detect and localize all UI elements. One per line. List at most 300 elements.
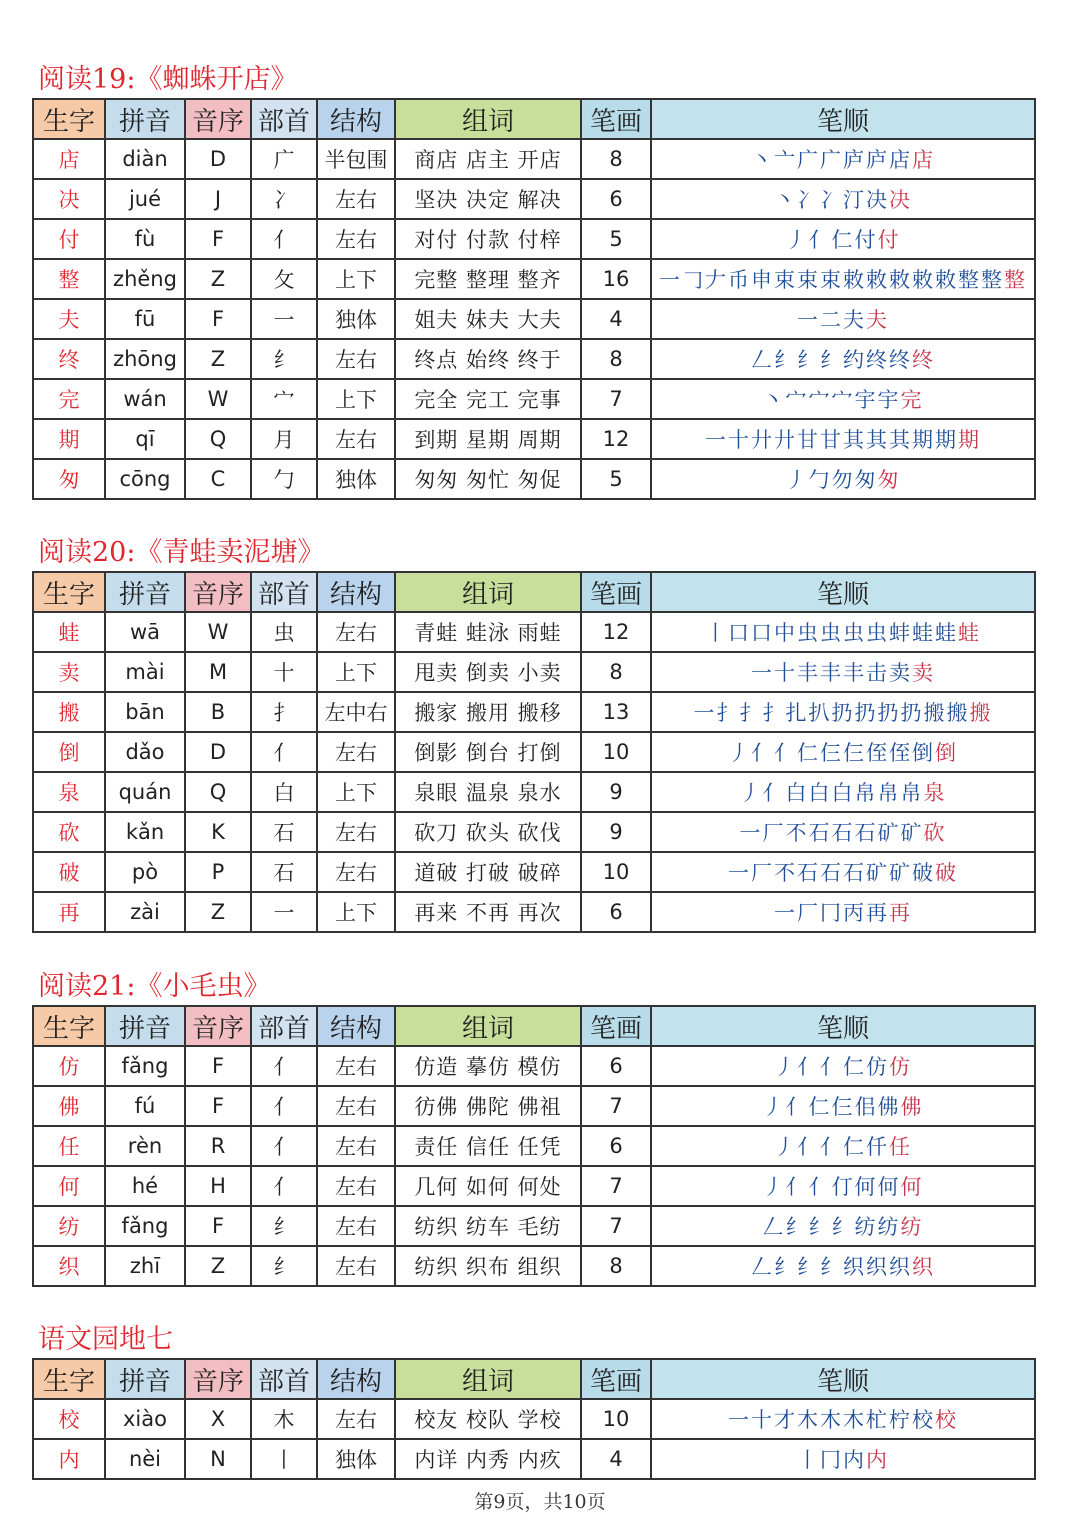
stroke-step: 亻	[808, 228, 832, 252]
stroke-step: 庐	[843, 148, 866, 172]
stroke-step: 丿	[739, 781, 763, 805]
cell-stroke-count: 5	[581, 459, 651, 499]
cell-pinyin: zhī	[105, 1246, 185, 1286]
cell-structure: 上下	[317, 259, 395, 299]
cell-radical: 宀	[251, 379, 317, 419]
cell-stroke-count: 4	[581, 1439, 651, 1479]
cell-structure: 上下	[317, 379, 395, 419]
cell-order: R	[185, 1126, 251, 1166]
cell-stroke-count: 6	[581, 1126, 651, 1166]
stroke-step: 十	[751, 1408, 774, 1432]
stroke-step: 仁	[843, 1135, 866, 1159]
table-row	[33, 179, 1035, 219]
stroke-step: 木	[843, 1408, 866, 1432]
cell-stroke-count: 7	[581, 1206, 651, 1246]
stroke-step: 𠃋	[762, 1215, 786, 1239]
cell-stroke-count: 8	[581, 339, 651, 379]
cell-structure: 左右	[317, 179, 395, 219]
header-stroke-count: 笔画	[581, 572, 651, 612]
header-pinyin: 拼音	[105, 572, 185, 612]
stroke-step: 亻	[808, 1175, 832, 1199]
stroke-step: 何	[877, 1175, 901, 1199]
stroke-step: 破	[935, 861, 958, 885]
stroke-step: 内	[843, 1448, 866, 1472]
cell-words: 匆匆 匆忙 匆促	[395, 459, 581, 499]
stroke-step: 丰	[820, 661, 843, 685]
cell-order: N	[185, 1439, 251, 1479]
cell-radical: 扌	[251, 692, 317, 732]
cell-stroke-count: 6	[581, 1046, 651, 1086]
cell-radical: 石	[251, 852, 317, 892]
stroke-sequence	[763, 1211, 924, 1241]
stroke-step: 纟	[808, 1215, 832, 1239]
cell-char: 织	[33, 1246, 105, 1286]
cell-char: 再	[33, 892, 105, 932]
stroke-step: 丶	[762, 388, 786, 412]
table-row	[33, 652, 1035, 692]
stroke-step: 石	[843, 861, 866, 885]
stroke-step: 纟	[820, 1255, 843, 1279]
cell-stroke-count: 16	[581, 259, 651, 299]
stroke-step: 仿	[866, 1055, 889, 1079]
table-row	[33, 419, 1035, 459]
stroke-step: 一	[705, 428, 728, 452]
stroke-sequence	[751, 1251, 935, 1281]
stroke-step: 仁	[831, 228, 855, 252]
stroke-step: 佛	[900, 1095, 924, 1119]
stroke-step: 纟	[831, 1215, 855, 1239]
cell-pinyin: mài	[105, 652, 185, 692]
stroke-step: 帛	[854, 781, 878, 805]
cell-radical: 纟	[251, 339, 317, 379]
stroke-step: 校	[912, 1408, 935, 1432]
header-words: 组词	[395, 1359, 581, 1399]
stroke-step: 一	[751, 661, 774, 685]
stroke-step: 一	[774, 901, 797, 925]
header-radical: 部首	[251, 1006, 317, 1046]
cell-pinyin: jué	[105, 179, 185, 219]
cell-char: 泉	[33, 772, 105, 812]
cell-stroke-order	[651, 692, 1035, 732]
cell-stroke-count: 6	[581, 892, 651, 932]
stroke-step: 再	[866, 901, 889, 925]
cell-structure: 左右	[317, 1126, 395, 1166]
cell-order: Q	[185, 419, 251, 459]
stroke-step: 扔	[831, 701, 855, 725]
header-stroke-order: 笔顺	[651, 99, 1035, 139]
cell-words: 甩卖 倒卖 小卖	[395, 652, 581, 692]
cell-order: F	[185, 219, 251, 259]
stroke-step: 搬	[946, 701, 970, 725]
section-title: 阅读19:《蜘蛛开店》	[38, 64, 298, 95]
cell-structure: 上下	[317, 892, 395, 932]
header-radical: 部首	[251, 1359, 317, 1399]
table-row	[33, 139, 1035, 179]
cell-words: 完整 整理 整齐	[395, 259, 581, 299]
header-order: 音序	[185, 1359, 251, 1399]
cell-stroke-order	[651, 732, 1035, 772]
section-reading-20	[32, 535, 1036, 933]
header-pinyin: 拼音	[105, 99, 185, 139]
header-stroke-order: 笔顺	[651, 572, 1035, 612]
stroke-step: 丶	[751, 148, 774, 172]
cell-stroke-count: 12	[581, 419, 651, 459]
cell-stroke-count: 4	[581, 299, 651, 339]
stroke-step: 口	[751, 621, 774, 645]
stroke-sequence	[751, 344, 935, 374]
header-stroke-order: 笔顺	[651, 1006, 1035, 1046]
stroke-step: 丿	[762, 1095, 786, 1119]
cell-radical: 纟	[251, 1246, 317, 1286]
stroke-step: 石	[854, 821, 878, 845]
stroke-step: 匆	[854, 468, 878, 492]
cell-pinyin: fǎng	[105, 1206, 185, 1246]
stroke-sequence	[797, 1444, 889, 1474]
cell-stroke-order	[651, 1046, 1035, 1086]
cell-order: F	[185, 1206, 251, 1246]
stroke-step: 扔	[877, 701, 901, 725]
cell-char: 何	[33, 1166, 105, 1206]
cell-structure: 左右	[317, 1246, 395, 1286]
stroke-step: 整	[981, 268, 1004, 292]
cell-structure: 左右	[317, 852, 395, 892]
cell-stroke-count: 5	[581, 219, 651, 259]
table-row	[33, 1206, 1035, 1246]
stroke-sequence	[774, 184, 912, 214]
stroke-step: 丿	[728, 741, 751, 765]
stroke-step: 再	[889, 901, 912, 925]
cell-order: C	[185, 459, 251, 499]
cell-stroke-order	[651, 772, 1035, 812]
stroke-step: 纟	[820, 348, 843, 372]
stroke-step: 矿	[889, 861, 912, 885]
cell-words: 几何 如何 何处	[395, 1166, 581, 1206]
stroke-step: 丿	[785, 468, 809, 492]
character-table	[32, 1358, 1036, 1480]
cell-pinyin: zhěng	[105, 259, 185, 299]
stroke-step: 申	[751, 268, 774, 292]
stroke-step: 矿	[877, 821, 901, 845]
cell-structure: 左右	[317, 732, 395, 772]
stroke-step: 付	[854, 228, 878, 252]
stroke-step: 木	[820, 1408, 843, 1432]
cell-radical: 亻	[251, 1086, 317, 1126]
stroke-step: 𠃋	[751, 1255, 774, 1279]
stroke-step: 蛙	[958, 621, 981, 645]
table-row	[33, 339, 1035, 379]
stroke-step: 束	[820, 268, 843, 292]
page-footer: 第9页，共10页	[474, 1491, 606, 1513]
stroke-step: 亻	[751, 741, 774, 765]
stroke-step: 宀	[831, 388, 855, 412]
cell-words: 彷佛 佛陀 佛祖	[395, 1086, 581, 1126]
cell-order: M	[185, 652, 251, 692]
stroke-step: 其	[843, 428, 866, 452]
cell-char: 破	[33, 852, 105, 892]
header-words: 组词	[395, 1006, 581, 1046]
stroke-step: 倒	[935, 741, 958, 765]
cell-radical: 十	[251, 652, 317, 692]
header-structure: 结构	[317, 1006, 395, 1046]
cell-char: 蛙	[33, 612, 105, 652]
cell-char: 夫	[33, 299, 105, 339]
cell-stroke-order	[651, 259, 1035, 299]
cell-stroke-order	[651, 1166, 1035, 1206]
stroke-step: 纟	[797, 348, 820, 372]
cell-words: 责任 信任 任凭	[395, 1126, 581, 1166]
cell-pinyin: qī	[105, 419, 185, 459]
cell-words: 姐夫 妹夫 大夫	[395, 299, 581, 339]
stroke-step: 仁	[808, 1095, 832, 1119]
cell-char: 砍	[33, 812, 105, 852]
table-row	[33, 732, 1035, 772]
stroke-step: 白	[831, 781, 855, 805]
stroke-step: 仨	[843, 741, 866, 765]
stroke-sequence	[740, 817, 947, 847]
stroke-step: 勿	[831, 468, 855, 492]
stroke-sequence	[705, 617, 981, 647]
stroke-step: 冫	[797, 188, 820, 212]
cell-char: 期	[33, 419, 105, 459]
cell-radical: 亻	[251, 1166, 317, 1206]
table-row	[33, 772, 1035, 812]
cell-structure: 左右	[317, 1046, 395, 1086]
stroke-step: 亻	[797, 1055, 820, 1079]
cell-order: F	[185, 299, 251, 339]
stroke-step: 织	[912, 1255, 935, 1279]
stroke-step: 扎	[785, 701, 809, 725]
cell-structure: 左右	[317, 1399, 395, 1439]
stroke-step: 仨	[831, 1095, 855, 1119]
cell-char: 倒	[33, 732, 105, 772]
cell-structure: 左右	[317, 812, 395, 852]
table-row	[33, 1046, 1035, 1086]
stroke-step: 扒	[808, 701, 832, 725]
stroke-step: 完	[900, 388, 924, 412]
cell-char: 整	[33, 259, 105, 299]
stroke-step: 丿	[774, 1135, 797, 1159]
stroke-step: 亻	[762, 781, 786, 805]
cell-stroke-count: 8	[581, 1246, 651, 1286]
stroke-step: 虫	[866, 621, 889, 645]
character-table	[32, 571, 1036, 933]
stroke-sequence	[774, 897, 912, 927]
cell-order: Z	[185, 1246, 251, 1286]
stroke-step: 勹	[808, 468, 832, 492]
cell-order: D	[185, 139, 251, 179]
cell-words: 搬家 搬用 搬移	[395, 692, 581, 732]
stroke-step: 纺	[900, 1215, 924, 1239]
section-title: 阅读21:《小毛虫》	[38, 971, 271, 1002]
cell-radical: 攵	[251, 259, 317, 299]
stroke-step: 卖	[912, 661, 935, 685]
stroke-sequence	[763, 1091, 924, 1121]
cell-stroke-order	[651, 1206, 1035, 1246]
stroke-step: 敕	[935, 268, 958, 292]
cell-radical: 木	[251, 1399, 317, 1439]
cell-stroke-count: 8	[581, 139, 651, 179]
cell-pinyin: dǎo	[105, 732, 185, 772]
stroke-step: 扌	[762, 701, 786, 725]
header-words: 组词	[395, 99, 581, 139]
header-char: 生字	[33, 99, 105, 139]
stroke-step: 纺	[877, 1215, 901, 1239]
header-order: 音序	[185, 1006, 251, 1046]
table-row	[33, 812, 1035, 852]
stroke-step: 任	[889, 1135, 912, 1159]
stroke-step: 厂	[762, 821, 786, 845]
cell-stroke-order	[651, 852, 1035, 892]
stroke-step: 丨	[797, 1448, 820, 1472]
stroke-step: 冂	[820, 1448, 843, 1472]
stroke-step: 扔	[900, 701, 924, 725]
table-row	[33, 612, 1035, 652]
cell-stroke-count: 10	[581, 732, 651, 772]
cell-char: 仿	[33, 1046, 105, 1086]
character-table	[32, 1005, 1036, 1287]
stroke-step: 廾	[774, 428, 797, 452]
table-row	[33, 1126, 1035, 1166]
stroke-step: 币	[728, 268, 751, 292]
stroke-step: 虫	[797, 621, 820, 645]
cell-pinyin: xiào	[105, 1399, 185, 1439]
stroke-step: 蛙	[912, 621, 935, 645]
cell-structure: 独体	[317, 299, 395, 339]
cell-stroke-order	[651, 1399, 1035, 1439]
cell-char: 任	[33, 1126, 105, 1166]
cell-pinyin: wā	[105, 612, 185, 652]
cell-order: W	[185, 612, 251, 652]
cell-pinyin: pò	[105, 852, 185, 892]
stroke-step: 宇	[877, 388, 901, 412]
stroke-step: 丶	[774, 188, 797, 212]
stroke-step: 一	[728, 861, 751, 885]
stroke-sequence	[763, 384, 924, 414]
cell-pinyin: rèn	[105, 1126, 185, 1166]
stroke-step: 仃	[831, 1175, 855, 1199]
cell-stroke-count: 9	[581, 812, 651, 852]
stroke-step: 虫	[820, 621, 843, 645]
stroke-step: 纟	[774, 348, 797, 372]
stroke-step: 丿	[774, 1055, 797, 1079]
stroke-step: 𠂇	[705, 268, 728, 292]
stroke-step: 汀	[843, 188, 866, 212]
stroke-step: 扌	[716, 701, 740, 725]
stroke-step: 宀	[808, 388, 832, 412]
header-structure: 结构	[317, 99, 395, 139]
cell-pinyin: diàn	[105, 139, 185, 179]
cell-stroke-order	[651, 459, 1035, 499]
cell-radical: 广	[251, 139, 317, 179]
stroke-step: 口	[728, 621, 751, 645]
table-row	[33, 852, 1035, 892]
cell-order: Z	[185, 259, 251, 299]
header-row	[33, 99, 1035, 139]
stroke-step: 白	[785, 781, 809, 805]
stroke-step: 一	[659, 268, 682, 292]
stroke-step: 束	[797, 268, 820, 292]
cell-char: 完	[33, 379, 105, 419]
header-stroke-count: 笔画	[581, 99, 651, 139]
stroke-step: 束	[774, 268, 797, 292]
stroke-step: 十	[774, 661, 797, 685]
cell-stroke-count: 12	[581, 612, 651, 652]
cell-stroke-order	[651, 1439, 1035, 1479]
stroke-sequence	[786, 464, 901, 494]
cell-order: B	[185, 692, 251, 732]
table-row	[33, 1439, 1035, 1479]
cell-stroke-count: 13	[581, 692, 651, 732]
cell-radical: 亻	[251, 1126, 317, 1166]
cell-stroke-order	[651, 1086, 1035, 1126]
stroke-sequence	[659, 264, 1027, 294]
stroke-step: 夫	[843, 308, 866, 332]
cell-pinyin: zài	[105, 892, 185, 932]
stroke-step: 一	[693, 701, 717, 725]
stroke-step: 何	[900, 1175, 924, 1199]
section-reading-19	[32, 62, 1036, 500]
stroke-step: 帛	[877, 781, 901, 805]
stroke-sequence	[751, 657, 935, 687]
stroke-sequence	[740, 777, 947, 807]
cell-stroke-count: 6	[581, 179, 651, 219]
cell-char: 决	[33, 179, 105, 219]
cell-stroke-order	[651, 1126, 1035, 1166]
stroke-step: 卖	[889, 661, 912, 685]
cell-stroke-order	[651, 339, 1035, 379]
stroke-step: 丙	[843, 901, 866, 925]
header-char: 生字	[33, 1359, 105, 1399]
cell-stroke-count: 7	[581, 1166, 651, 1206]
cell-radical: 亻	[251, 732, 317, 772]
stroke-step: 付	[877, 228, 901, 252]
cell-pinyin: fù	[105, 219, 185, 259]
stroke-step: 仿	[889, 1055, 912, 1079]
cell-words: 内详 内秀 内疚	[395, 1439, 581, 1479]
stroke-step: 甘	[820, 428, 843, 452]
cell-words: 校友 校队 学校	[395, 1399, 581, 1439]
stroke-step: 织	[843, 1255, 866, 1279]
cell-words: 砍刀 砍头 砍伐	[395, 812, 581, 852]
cell-pinyin: fū	[105, 299, 185, 339]
stroke-step: 亻	[785, 1095, 809, 1119]
table-row	[33, 892, 1035, 932]
stroke-sequence	[774, 1131, 912, 1161]
stroke-step: 帛	[900, 781, 924, 805]
cell-structure: 左右	[317, 1086, 395, 1126]
table-row	[33, 1399, 1035, 1439]
table-row	[33, 219, 1035, 259]
stroke-step: 石	[820, 861, 843, 885]
cell-order: Z	[185, 892, 251, 932]
cell-words: 青蛙 蛙泳 雨蛙	[395, 612, 581, 652]
cell-stroke-order	[651, 1246, 1035, 1286]
header-radical: 部首	[251, 572, 317, 612]
stroke-step: 敕	[866, 268, 889, 292]
cell-words: 道破 打破 破碎	[395, 852, 581, 892]
cell-structure: 左右	[317, 219, 395, 259]
stroke-step: 二	[820, 308, 843, 332]
stroke-step: 白	[808, 781, 832, 805]
cell-words: 商店 店主 开店	[395, 139, 581, 179]
stroke-step: 纟	[797, 1255, 820, 1279]
cell-pinyin: cōng	[105, 459, 185, 499]
stroke-step: 一	[797, 308, 820, 332]
cell-order: F	[185, 1046, 251, 1086]
cell-radical: 虫	[251, 612, 317, 652]
cell-radical: 丨	[251, 1439, 317, 1479]
cell-pinyin: wán	[105, 379, 185, 419]
